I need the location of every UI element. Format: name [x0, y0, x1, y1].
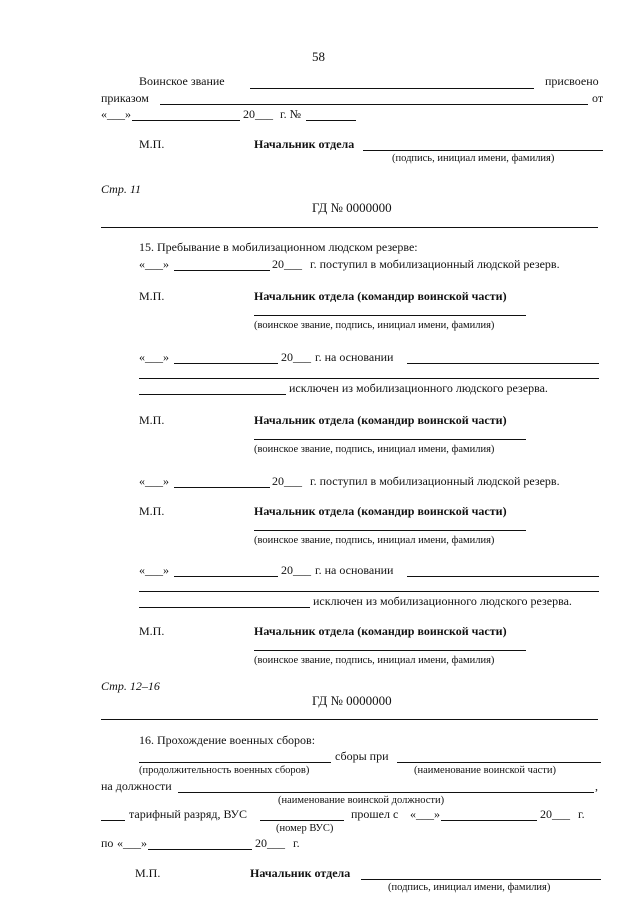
order-number-line [306, 120, 356, 121]
basis-line [139, 394, 286, 395]
head-sign-line [363, 150, 603, 151]
year-prefix: 20___ [272, 257, 302, 271]
date-month-line [441, 820, 537, 821]
head-label: Начальник отдела [250, 866, 351, 880]
position-label: на должности [101, 779, 172, 793]
page-number: 58 [312, 49, 325, 64]
commander-sign-line [254, 530, 526, 531]
year-prefix: 20___ [540, 807, 570, 821]
date-month-line [148, 849, 252, 850]
date-day: «___» [139, 563, 169, 577]
head-label: Начальник отдела [254, 137, 355, 151]
page-ref-11: Стр. 11 [101, 182, 141, 196]
basis-line [407, 363, 599, 364]
rank-sign-caption: (воинское звание, подпись, инициал имени, фамилия) [254, 655, 495, 666]
date-day: «___» [139, 350, 169, 364]
head-commander-label: Начальник отдела (командир воинской части) [254, 504, 507, 518]
rank-sign-caption: (воинское звание, подпись, инициал имени, фамилия) [254, 444, 495, 455]
date-day: «___» [410, 807, 440, 821]
year-number-label: г. № [280, 107, 302, 121]
rank-line [250, 88, 534, 89]
training-at-label: сборы при [335, 749, 389, 763]
rank-sign-caption: (воинское звание, подпись, инициал имени, фамилия) [254, 535, 495, 546]
head-sign-line [361, 879, 601, 880]
duration-caption: (продолжительность военных сборов) [139, 765, 310, 776]
date-month-line [174, 363, 278, 364]
order-line [160, 104, 588, 105]
tariff-label: тарифный разряд, ВУС [129, 807, 248, 821]
head-commander-label: Начальник отдела (командир воинской части) [254, 624, 507, 638]
page-ref-12-16: Стр. 12–16 [101, 679, 160, 693]
basis-line [139, 607, 310, 608]
to-label: по [101, 836, 114, 850]
date-month-line [132, 120, 240, 121]
year-prefix: 20___ [281, 563, 311, 577]
date-day: «___» [139, 474, 169, 488]
head-commander-label: Начальник отдела (командир воинской части) [254, 413, 507, 427]
order-label: приказом [101, 91, 149, 105]
duration-line [139, 762, 331, 763]
on-basis-label: г. на основании [315, 350, 394, 364]
vus-line [260, 820, 344, 821]
date-month-line [174, 576, 278, 577]
unit-line [397, 762, 601, 763]
section-divider [101, 227, 598, 228]
on-basis-label: г. на основании [315, 563, 394, 577]
year-prefix: 20___ [272, 474, 302, 488]
mp-stamp: М.П. [139, 504, 165, 518]
entered-reserve-text: г. поступил в мобилизационный людской резерв. [310, 257, 560, 271]
commander-sign-line [254, 439, 526, 440]
section-title: 15. Пребывание в мобилизационном людском резерве: [139, 240, 418, 254]
position-caption: (наименование воинской должности) [278, 795, 445, 806]
passed-from-label: прошел с [351, 807, 399, 821]
basis-line [139, 591, 599, 592]
year-prefix: 20___ [243, 107, 273, 121]
from-label: от [592, 91, 604, 105]
rank-label: Воинское звание [139, 74, 225, 88]
doc-number: ГД № 0000000 [312, 693, 392, 708]
date-month-line [174, 270, 270, 271]
mp-stamp: М.П. [139, 289, 165, 303]
mp-stamp: М.П. [139, 137, 165, 151]
year-suffix: г. [578, 807, 585, 821]
excluded-text: исключен из мобилизационного людского резерва. [313, 594, 572, 608]
sign-caption: (подпись, инициал имени, фамилия) [392, 153, 555, 164]
entered-reserve-text: г. поступил в мобилизационный людской резерв. [310, 474, 560, 488]
date-month-line [174, 487, 270, 488]
position-line [178, 792, 594, 793]
position-comma: , [595, 779, 598, 793]
assigned-label: присвоено [545, 74, 599, 88]
sign-caption: (подпись, инициал имени, фамилия) [388, 882, 551, 893]
excluded-text: исключен из мобилизационного людского резерва. [289, 381, 548, 395]
section-title: 16. Прохождение военных сборов: [139, 733, 316, 747]
date-day: «___» [117, 836, 147, 850]
section-divider [101, 719, 598, 720]
rank-sign-caption: (воинское звание, подпись, инициал имени, фамилия) [254, 320, 495, 331]
mp-stamp: М.П. [139, 413, 165, 427]
mp-stamp: М.П. [139, 624, 165, 638]
date-day: «___» [101, 107, 131, 121]
basis-line [139, 378, 599, 379]
year-prefix: 20___ [255, 836, 285, 850]
date-day: «___» [139, 257, 169, 271]
mp-stamp: М.П. [135, 866, 161, 880]
vus-caption: (номер ВУС) [276, 823, 334, 834]
year-suffix: г. [293, 836, 300, 850]
commander-sign-line [254, 650, 526, 651]
year-prefix: 20___ [281, 350, 311, 364]
unit-caption: (наименование воинской части) [414, 765, 556, 776]
doc-number: ГД № 0000000 [312, 200, 392, 215]
head-commander-label: Начальник отдела (командир воинской части) [254, 289, 507, 303]
basis-line [407, 576, 599, 577]
tariff-grade-line [101, 820, 125, 821]
commander-sign-line [254, 315, 526, 316]
